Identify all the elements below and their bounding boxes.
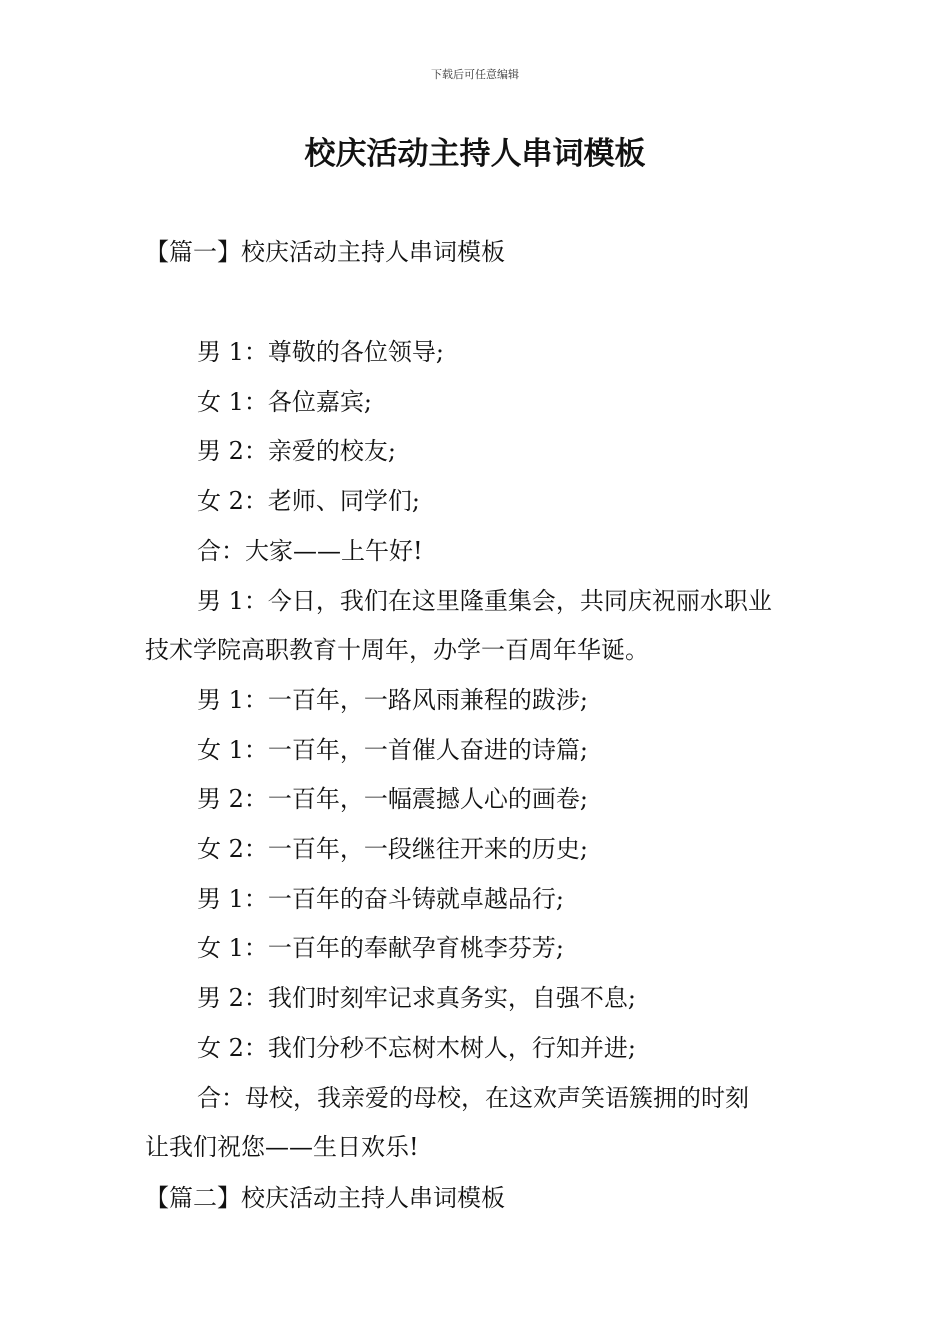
- script-line: 女 2：我们分秒不忘树木树人，行知并进;: [197, 1033, 636, 1062]
- script-line: 女 2：一百年，一段继往开来的历史;: [197, 835, 588, 864]
- script-line: 男 1：尊敬的各位领导;: [197, 338, 444, 366]
- header-note: 下载后可任意编辑: [431, 68, 519, 81]
- script-body: [145, 328, 810, 1173]
- section-heading-1: 【篇一】校庆活动主持人串词模板: [145, 238, 505, 266]
- script-line: 女 1：各位嘉宾;: [197, 387, 372, 416]
- script-line: 男 1：一百年，一路风雨兼程的跋涉;: [197, 685, 588, 714]
- script-line-continued: 让我们祝您——生日欢乐!: [145, 1133, 419, 1162]
- script-line-continued: 技术学院高职教育十周年，办学一百周年华诞。: [145, 636, 649, 665]
- script-line: 女 1：一百年的奉献孕育桃李芬芳;: [197, 934, 564, 963]
- script-line: 男 1：一百年的奋斗铸就卓越品行;: [197, 884, 564, 913]
- script-line: 合：母校，我亲爱的母校，在这欢声笑语簇拥的时刻: [197, 1083, 749, 1112]
- script-line: 男 2：亲爱的校友;: [197, 437, 396, 466]
- script-line: 女 1：一百年，一首催人奋进的诗篇;: [197, 735, 588, 764]
- script-line: 女 2：老师、同学们;: [197, 487, 420, 516]
- script-line: 男 2：我们时刻牢记求真务实，自强不息;: [197, 984, 636, 1013]
- section-heading-2: 【篇二】校庆活动主持人串词模板: [145, 1184, 505, 1212]
- script-line: 合：大家——上午好!: [197, 536, 423, 565]
- script-line: 男 1：今日，我们在这里隆重集会，共同庆祝丽水职业: [197, 586, 772, 615]
- script-line: 男 2：一百年，一幅震撼人心的画卷;: [197, 785, 588, 814]
- document-title: 校庆活动主持人串词模板: [304, 136, 646, 172]
